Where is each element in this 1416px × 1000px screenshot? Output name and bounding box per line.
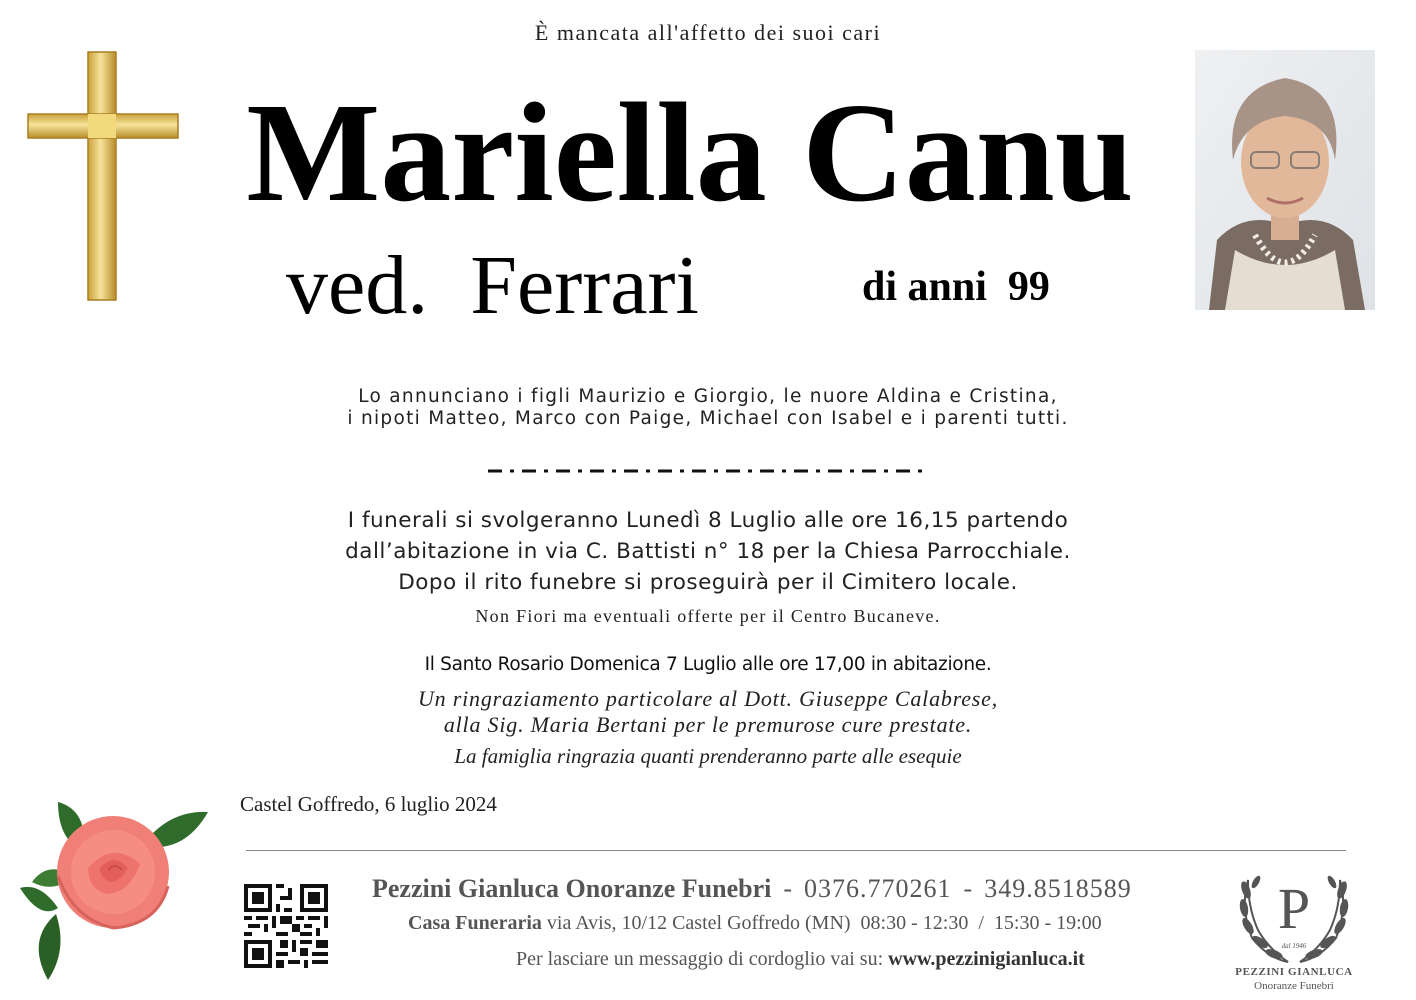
website-link[interactable]: www.pezzinigianluca.it [888,948,1085,970]
condolence-text: Per lasciare un messaggio di cordoglio vai su: [516,948,889,970]
announcement-line-1: Lo annunciano i figli Maurizio e Giorgio, le nuore Aldina e Cristina, [358,386,1058,407]
footer-divider [246,850,1346,851]
intro-text: È mancata all'affetto dei suoi cari [534,20,882,45]
logo-letter: P [1277,876,1311,941]
rose-icon [18,790,213,985]
deceased-name: Mariella Canu [246,73,1134,231]
funeral-line-2: dall’abitazione in via C. Battisti n° 18 per la Chiesa Parrocchiale. [345,539,1071,564]
condolence-line [516,948,1085,971]
qr-code-icon[interactable] [244,884,328,968]
separator: - [783,874,793,903]
dash-divider [488,466,928,476]
phone-1[interactable]: 0376.770261 [804,874,952,903]
thanks-line-2: alla Sig. Maria Bertani per le premurose cure prestate. [443,712,973,737]
logo-since: dal 1946 [1281,942,1307,950]
logo-name: PEZZINI GIANLUCA [1235,966,1353,978]
funeral-home-line [408,912,1102,935]
place-date: Castel Goffredo, 6 luglio 2024 [240,792,497,816]
announcement-line-2: i nipoti Matteo, Marco con Paige, Michael con Isabel e i parenti tutti. [347,408,1069,429]
phone-2[interactable]: 349.8518589 [984,874,1132,903]
thanks-text [0,686,1416,738]
announcement-text [0,386,1416,430]
funeral-home-address: via Avis, 10/12 Castel Goffredo (MN) 08:30 - 12:30 / 15:30 - 19:00 [541,912,1102,934]
cross-icon [26,50,180,302]
funeral-line-1: I funerali si svolgeranno Lunedì 8 Luglio alle ore 16,15 partendo [347,508,1069,533]
company-name: Pezzini Gianluca Onoranze Funebri [372,874,772,903]
funeral-details [0,505,1416,598]
family-thanks: La famiglia ringrazia quanti prenderanno parte alle esequie [454,744,962,768]
logo-subtitle: Onoranze Funebri [1254,980,1334,992]
thanks-line-1: Un ringraziamento particolare al Dott. Giuseppe Calabrese, [417,686,999,711]
separator: - [963,874,973,903]
funeral-home-label: Casa Funeraria [408,912,542,934]
age-text: di anni 99 [862,264,1050,310]
widow-of-text: ved. Ferrari [286,239,699,332]
funeral-line-3: Dopo il rito funebre si proseguirà per il Cimitero locale. [398,570,1018,595]
rosary-note: Il Santo Rosario Domenica 7 Luglio alle ore 17,00 in abitazione. [424,654,992,675]
company-line [372,874,1132,904]
flowers-note: Non Fiori ma eventuali offerte per il Centro Bucaneve. [475,606,941,626]
portrait-photo [1195,50,1375,310]
